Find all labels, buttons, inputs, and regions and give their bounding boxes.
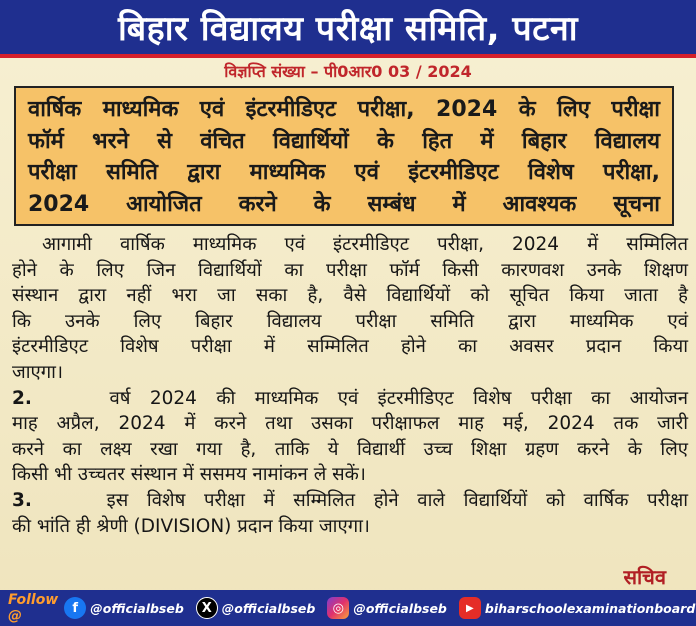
x-twitter-icon: X bbox=[196, 597, 218, 619]
paragraph-1-line: इंटरमीडिएट विशेष परीक्षा में सम्मिलित होने का अवसर प्रदान किया bbox=[12, 336, 688, 358]
paragraph-1-line: जाएगा। bbox=[12, 361, 63, 383]
youtube-icon: ▶ bbox=[459, 597, 481, 619]
x-twitter-handle: @officialbseb bbox=[221, 600, 316, 616]
x-twitter-link[interactable] bbox=[196, 597, 316, 619]
facebook-link[interactable] bbox=[64, 597, 184, 619]
paragraph-3-line: इस विशेष परीक्षा में सम्मिलित होने वाले विद्यार्थियों को वार्षिक परीक्षा bbox=[106, 489, 689, 511]
paragraph-2-line: वर्ष 2024 की माध्यमिक एवं इंटरमीडिएट विशेष परीक्षा का आयोजन bbox=[109, 387, 689, 409]
subject-line: वार्षिक माध्यमिक एवं इंटरमीडिएट परीक्षा, 2024 के लिए परीक्षा bbox=[28, 97, 660, 122]
paragraph-3-first-line bbox=[12, 488, 688, 514]
subject-box bbox=[14, 86, 674, 226]
paragraph-1-line: आगामी वार्षिक माध्यमिक एवं इंटरमीडिएट परीक्षा, 2024 में सम्मिलित bbox=[42, 234, 688, 255]
youtube-link[interactable] bbox=[459, 597, 695, 619]
header-bar bbox=[0, 0, 696, 58]
facebook-icon: f bbox=[64, 597, 86, 619]
paragraph-1-line: होने के लिए जिन विद्यार्थियों का परीक्षा फॉर्म किसी कारणवश उनके शिक्षण bbox=[12, 259, 688, 281]
follow-label: Follow @ bbox=[8, 592, 59, 624]
signature: सचिव bbox=[623, 565, 666, 589]
paragraph-2-line: करने का लक्ष्य रखा गया है, ताकि ये विद्यार्थी उच्च शिक्षा ग्रहण करने के लिए bbox=[12, 438, 688, 460]
paragraph-1-line: संस्थान द्वारा नहीं भरा जा सका है, वैसे विद्यार्थियों को सूचित किया जाता है bbox=[12, 285, 688, 307]
paragraph-3-number: 3. bbox=[12, 489, 32, 511]
paragraph-2-line: माह अप्रैल, 2024 में करने तथा उसका परीक्षाफल माह मई, 2024 तक जारी bbox=[12, 413, 688, 435]
paragraph-1-line: कि उनके लिए बिहार विद्यालय परीक्षा समिति द्वारा माध्यमिक एवं bbox=[12, 310, 688, 332]
paragraph-2-number: 2. bbox=[12, 387, 32, 409]
instagram-handle: @officialbseb bbox=[353, 600, 447, 616]
paragraph-2-first-line bbox=[12, 386, 688, 412]
instagram-link[interactable] bbox=[327, 597, 447, 619]
paragraph-3-line: की भांति ही श्रेणी (DIVISION) प्रदान किया जाएगा। bbox=[12, 515, 370, 537]
paragraph-2-line: किसी भी उच्चतर संस्थान में ससमय नामांकन ले सकें। bbox=[12, 464, 366, 486]
page-title: बिहार विद्यालय परीक्षा समिति, पटना bbox=[117, 9, 579, 49]
youtube-handle: biharschoolexaminationboard bbox=[484, 600, 696, 616]
social-footer bbox=[0, 590, 696, 626]
subject-line: 2024 आयोजित करने के सम्बंध में आवश्यक सूचना bbox=[28, 191, 660, 217]
notice-body bbox=[12, 232, 688, 539]
notice-number: विज्ञप्ति संख्या – पी0आर0 03 / 2024 bbox=[224, 62, 472, 81]
instagram-icon: ◎ bbox=[327, 597, 349, 619]
subject-line: फॉर्म भरने से वंचित विद्यार्थियों के हित में बिहार विद्यालय bbox=[28, 128, 660, 154]
subject-line: परीक्षा समिति द्वारा माध्यमिक एवं इंटरमीडिएट विशेष परीक्षा, bbox=[28, 160, 660, 185]
facebook-handle: @officialbseb bbox=[90, 600, 184, 616]
